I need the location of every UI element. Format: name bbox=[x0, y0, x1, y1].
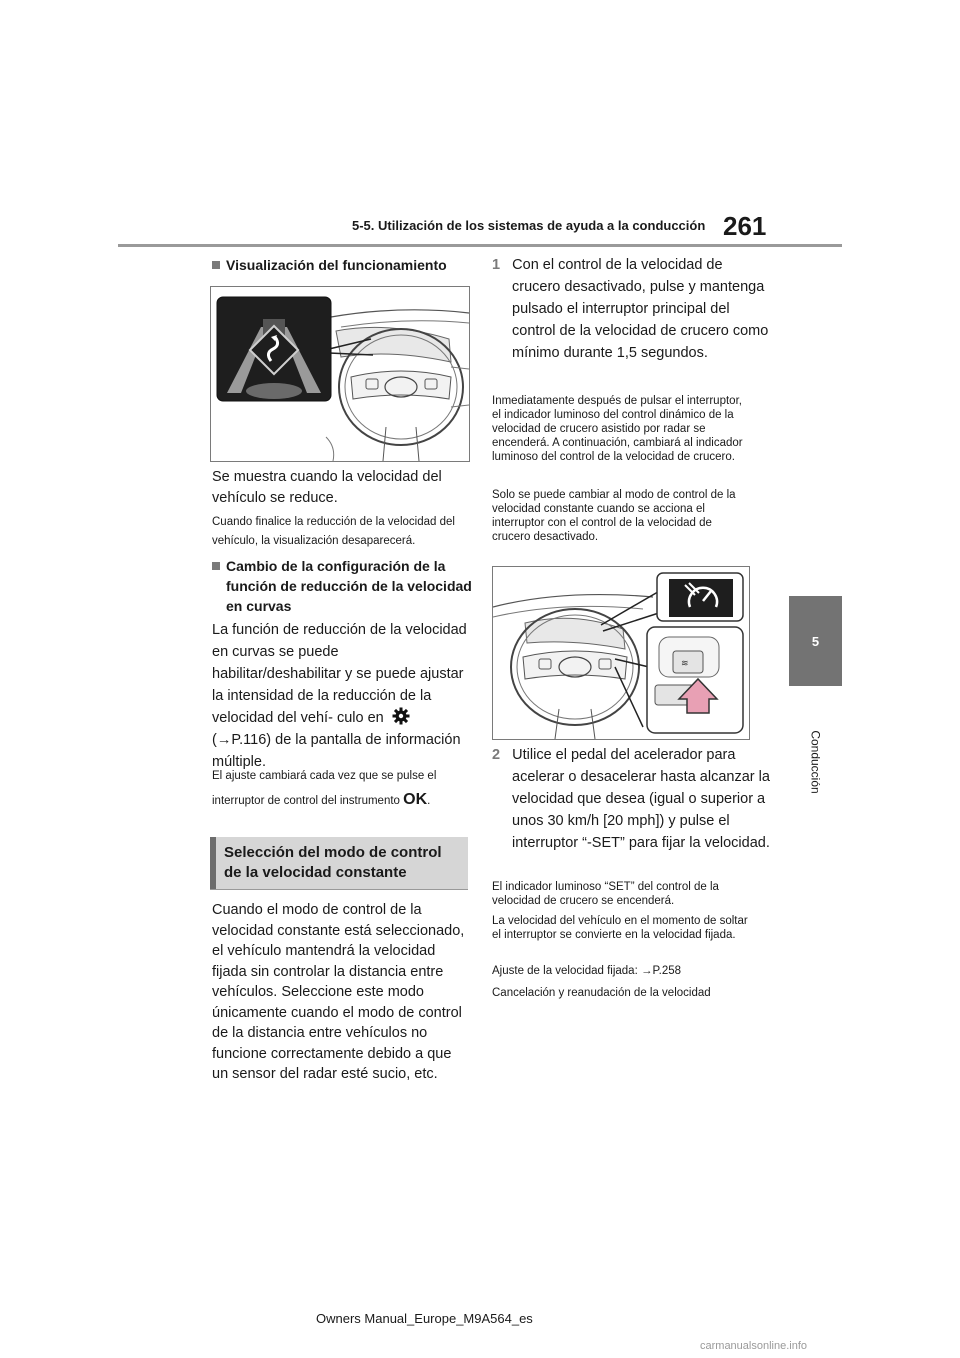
note-set-speed: La velocidad del vehículo en el momento de soltar el interruptor se convierte en la velocidad fijada. bbox=[492, 915, 748, 941]
paragraph-constant-speed: Cuando el modo de control de la velocidad constante está seleccionado, el vehículo mantendrá la velocidad fijada sin controlar la distancia entre vehículos. Seleccione este modo únicamente cuando el modo de control de la distancia entre vehículos no funcione correctamente debido a que un sensor del radar esté sucio, etc. bbox=[212, 902, 465, 1082]
chapter-label bbox=[774, 720, 858, 804]
figure-cruise-switch bbox=[492, 566, 750, 740]
section-box-constant-speed: Selección del modo de control de la velocidad constante bbox=[210, 837, 468, 889]
bullet-square-icon bbox=[212, 261, 220, 269]
note-indicator-on: Inmediatamente después de pulsar el interruptor, el indicador luminoso del control dinámico de la velocidad de crucero asistido por radar se encenderá. A continuación, cambiará al indicador luminoso del control de la velocidad de crucero. bbox=[492, 395, 743, 463]
header-rule bbox=[118, 244, 842, 247]
page-number: 261 bbox=[723, 211, 767, 241]
note-adjust-reference: Ajuste de la velocidad fijada: →P.258 bbox=[492, 965, 682, 977]
chapter-tab bbox=[789, 596, 842, 686]
step-1-number: 1 bbox=[492, 257, 501, 273]
section-box-rule bbox=[210, 889, 468, 890]
step-2-number: 2 bbox=[492, 747, 501, 763]
watermark: carmanualsonline.info bbox=[700, 1340, 808, 1352]
chapter-number: 5 bbox=[811, 633, 820, 649]
footer-manual-id: Owners Manual_Europe_M9A564_es bbox=[316, 1311, 533, 1326]
steering-wheel-illustration bbox=[493, 567, 749, 739]
heading-change-settings: Cambio de la configuración de la función de reducción de la velocidad en curvas bbox=[212, 556, 488, 616]
ok-icon: OK bbox=[403, 791, 428, 808]
note-cancel-resume: Cancelación y reanudación de la velocidad bbox=[492, 987, 711, 999]
note-set-indicator: El indicador luminoso “SET” del control de la velocidad de crucero se encenderá. bbox=[492, 881, 719, 907]
svg-text:≋: ≋ bbox=[681, 659, 689, 669]
section-title: 5-5. Utilización de los sistemas de ayuda a la conducción bbox=[352, 218, 706, 233]
figure-curve-speed-reduction bbox=[210, 286, 470, 462]
step-2: 2 Utilice el pedal del acelerador para acelerar o desacelerar hasta alcanzar la velocidad que desea (igual o superior a unos 30 km/h [20 mph]) y pulse el interruptor “-SET” para fijar la velocidad. bbox=[492, 747, 770, 851]
paragraph-settings: La función de reducción de la velocidad en curvas se puede habilitar/deshabilitar y se puede ajustar la intensidad de la reducción de la velocidad del vehí- culo en (→P.116) de la pantalla de información múltiple. bbox=[212, 622, 467, 770]
note-ok-switch: El ajuste cambiará cada vez que se pulse el interruptor de control del instrumento OK. bbox=[212, 770, 437, 808]
step-1: 1 Con el control de la velocidad de crucero desactivado, pulse y mantenga pulsado el interruptor principal del control de la velocidad de crucero como mínimo durante 1,5 segundos. bbox=[492, 257, 769, 361]
bullet-square-icon bbox=[212, 562, 220, 570]
dashboard-illustration bbox=[211, 287, 469, 461]
note-switch-condition: Solo se puede cambiar al modo de control de la velocidad constante cuando se acciona el interruptor con el control de la velocidad de crucero desactivado. bbox=[492, 489, 736, 543]
chapter-label-text: Conducción bbox=[809, 730, 823, 794]
gear-icon bbox=[392, 707, 410, 725]
note-display-disappears: Cuando finalice la reducción de la velocidad del vehículo, la visualización desaparecerá. bbox=[212, 516, 455, 547]
cruise-control-icon bbox=[669, 579, 733, 617]
paragraph-shown-when: Se muestra cuando la velocidad del vehículo se reduce. bbox=[212, 469, 442, 506]
heading-visualization: Visualización del funcionamiento bbox=[212, 255, 472, 275]
